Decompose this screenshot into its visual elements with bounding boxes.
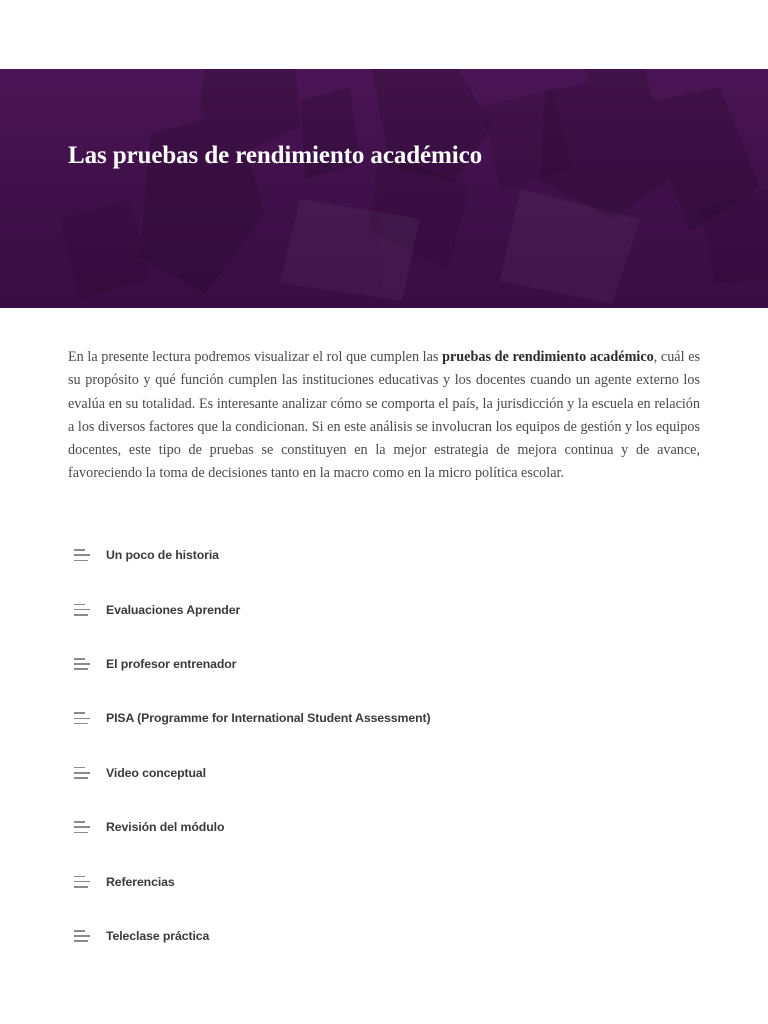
lesson-text-icon [74,930,90,942]
intro-text-start: En la presente lectura podremos visualizar el rol que cumplen las [68,349,443,365]
lesson-item-video-conceptual[interactable] [68,746,700,800]
lesson-label: Evaluaciones Aprender [106,602,241,617]
lesson-item-el-profesor-entrenador[interactable] [68,637,700,691]
lesson-text-icon [74,658,90,670]
lesson-text-icon [74,549,90,561]
lesson-list [68,528,700,963]
lesson-item-evaluaciones-aprender[interactable] [68,582,700,636]
lesson-text-icon [74,876,90,888]
lesson-text-icon [74,821,90,833]
intro-text-end: , cuál es su propósito y qué función cumplen las instituciones educativas y los docentes cuando un agente externo los evalúa en su totalidad. Es interesante analizar cómo se comporta el país, la jurisdicción y la escuela en relación a los diversos factores que la condicionan. Si en este análisis se involucran los equipos de gestión y los equipos docentes, este tipo de pruebas se constituyen en la mejor estrategia de mejora continua y de avance, favoreciendo la toma de decisiones tanto en la macro como en la micro política escolar. [68,349,701,482]
lesson-label: PISA (Programme for International Student Assessment) [106,711,431,726]
lesson-item-un-poco-de-historia[interactable] [68,528,700,582]
lesson-label: El profesor entrenador [106,656,237,671]
lesson-label: Referencias [106,874,175,889]
lesson-item-referencias[interactable] [68,854,700,908]
course-hero-banner [0,69,768,308]
lesson-text-icon [74,712,90,724]
lesson-label: Revisión del módulo [106,820,225,835]
lesson-label: Un poco de historia [106,548,219,563]
lesson-item-pisa[interactable] [68,691,700,745]
page-title: Las pruebas de rendimiento académico [68,142,482,169]
lesson-item-revision-del-modulo[interactable] [68,800,700,854]
lesson-item-teleclase-practica[interactable] [68,909,700,963]
lesson-label: Teleclase práctica [106,928,210,943]
lesson-text-icon [74,604,90,616]
intro-paragraph [68,346,700,486]
hero-background-image [0,69,768,308]
lesson-label: Video conceptual [106,765,206,780]
lesson-text-icon [74,767,90,779]
intro-text-bold: pruebas de rendimiento académico [442,349,654,365]
